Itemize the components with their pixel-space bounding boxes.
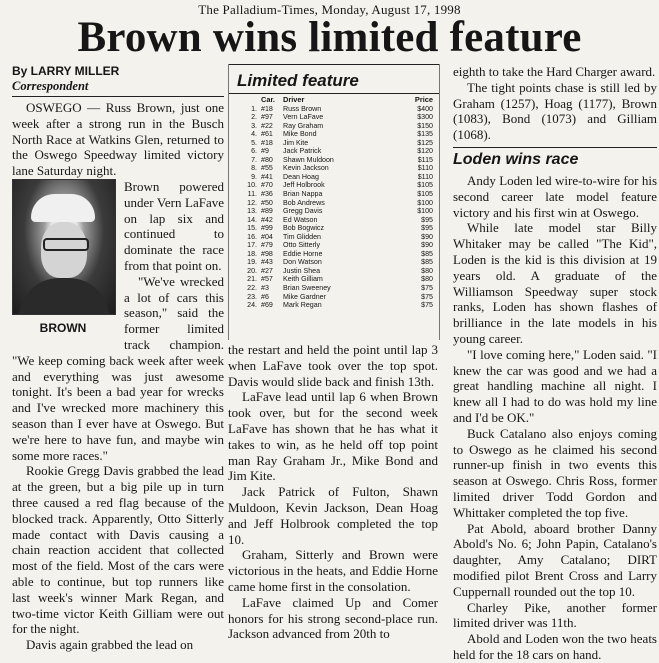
- paragraph: Jack Patrick of Fulton, Shawn Muldoon, Kevin Jackson, Dean Hoag and Jeff Holbrook completed the top 10.: [228, 484, 438, 547]
- result-pos: 13.: [247, 207, 257, 216]
- byline: By LARRY MILLER: [12, 64, 120, 78]
- result-row: [237, 293, 433, 302]
- result-row: [237, 164, 433, 173]
- result-driver: Don Watson: [283, 258, 322, 267]
- article-column-2: [228, 342, 438, 642]
- photo-block: [12, 179, 118, 339]
- paragraph: Davis again grabbed the lead on: [26, 637, 194, 653]
- result-price: $110: [417, 164, 433, 173]
- result-driver: Ed Watson: [283, 215, 318, 224]
- result-pos: 5.: [251, 138, 257, 147]
- result-pos: 1.: [251, 104, 257, 113]
- result-car: #50: [261, 198, 273, 207]
- result-driver: Otto Sitterly: [283, 241, 321, 250]
- result-row: [237, 147, 433, 156]
- paragraph: "I love coming here," Loden said. "I knew the car was good and we had a great handling machine all night. I knew all I had to do was hold my line and I'd be OK.": [453, 346, 657, 425]
- result-pos: 18.: [247, 249, 257, 258]
- result-pos: 4.: [251, 130, 257, 139]
- header-driver: Driver: [283, 95, 305, 104]
- result-row: [237, 173, 433, 182]
- result-pos: 7.: [251, 155, 257, 164]
- result-price: $110: [417, 172, 433, 181]
- result-pos: 15.: [247, 224, 257, 233]
- result-pos: 22.: [247, 284, 257, 293]
- result-driver: Vern LaFave: [283, 113, 324, 122]
- paragraph: the restart and held the point until lap 3 when LaFave took over the top spot. Davis would slide back and finish 13th.: [228, 342, 438, 389]
- result-car: #6: [261, 292, 269, 301]
- result-pos: 9.: [251, 172, 257, 181]
- result-price: $95: [421, 224, 433, 233]
- result-row: [237, 216, 433, 225]
- result-driver: Jeff Holbrook: [283, 181, 325, 190]
- result-price: $125: [417, 138, 433, 147]
- result-driver: Brian Sweeney: [283, 284, 331, 293]
- result-car: #3: [261, 284, 269, 293]
- result-pos: 11.: [247, 190, 257, 199]
- result-car: #99: [261, 224, 273, 233]
- result-row: [237, 258, 433, 267]
- article-column-1: [12, 64, 224, 653]
- result-car: #70: [261, 181, 273, 190]
- paragraph: Charley Pike, another former limited driver was 11th.: [453, 599, 657, 631]
- result-price: $100: [417, 198, 433, 207]
- result-driver: Justin Shea: [283, 266, 321, 275]
- paragraph: "We've wrecked a lot of cars this season," said the former limited track champion. "We keep coming back week after week and everything was just awesome tonight. It's been a bad year for wrecks and I've wrecked more machinery this season than I ever have at Oswego. But we're here to have fun, and maybe win some more races.": [12, 273, 224, 463]
- result-price: $90: [421, 241, 433, 250]
- result-pos: 16.: [247, 232, 257, 241]
- result-car: #43: [261, 258, 273, 267]
- result-price: $80: [421, 266, 433, 275]
- result-row: [237, 207, 433, 216]
- result-driver: Keith Gilliam: [283, 275, 323, 284]
- result-car: #97: [261, 113, 273, 122]
- masthead: The Palladium-Times, Monday, August 17, 1998: [198, 2, 461, 17]
- result-row: [237, 130, 433, 139]
- result-row: [237, 301, 433, 310]
- subheading: Loden wins race: [453, 147, 657, 170]
- result-price: $85: [421, 249, 433, 258]
- result-driver: Kevin Jackson: [283, 164, 329, 173]
- result-driver: Mike Gardner: [283, 292, 326, 301]
- paragraph: Brown powered under Vern LaFave on lap six and continued to dominate the race from that point on.: [124, 178, 224, 273]
- result-car: #36: [261, 190, 273, 199]
- result-row: [237, 241, 433, 250]
- result-row: [237, 199, 433, 208]
- result-row: [237, 122, 433, 131]
- result-driver: Shawn Muldoon: [283, 155, 334, 164]
- result-driver: Gregg Davis: [283, 207, 323, 216]
- sidebar-title: Limited feature: [229, 64, 439, 94]
- result-car: #80: [261, 155, 273, 164]
- result-price: $135: [417, 130, 433, 139]
- result-driver: Mike Bond: [283, 130, 317, 139]
- result-price: $85: [421, 258, 433, 267]
- result-pos: 24.: [247, 301, 257, 310]
- result-pos: 6.: [251, 147, 257, 156]
- result-car: #18: [261, 104, 273, 113]
- result-pos: 19.: [247, 258, 257, 267]
- result-driver: Ray Graham: [283, 121, 324, 130]
- result-row: [237, 284, 433, 293]
- result-driver: Russ Brown: [283, 104, 322, 113]
- result-driver: Bob Andrews: [283, 198, 325, 207]
- result-price: $115: [417, 155, 433, 164]
- result-price: $75: [421, 301, 433, 310]
- result-driver: Eddie Horne: [283, 249, 323, 258]
- result-price: $105: [417, 190, 433, 199]
- result-pos: 2.: [251, 113, 257, 122]
- result-row: [237, 156, 433, 165]
- paragraph: Andy Loden led wire-to-wire for his second career late model feature victory and his first win at Oswego.: [453, 172, 657, 220]
- result-car: #55: [261, 164, 273, 173]
- result-row: [237, 190, 433, 199]
- result-row: [237, 250, 433, 259]
- result-price: $400: [417, 104, 433, 113]
- result-price: $120: [417, 147, 433, 156]
- photo-caption: BROWN: [39, 320, 87, 335]
- result-car: #22: [261, 121, 273, 130]
- result-pos: 20.: [247, 266, 257, 275]
- result-row: [237, 113, 433, 122]
- byline-title: Correspondent: [12, 79, 224, 97]
- result-row: [237, 181, 433, 190]
- result-pos: 8.: [251, 164, 257, 173]
- result-pos: 21.: [247, 275, 257, 284]
- result-price: $300: [417, 113, 433, 122]
- result-price: $90: [421, 232, 433, 241]
- result-car: #41: [261, 172, 273, 181]
- result-price: $150: [417, 121, 433, 130]
- headline: Brown wins limited feature: [77, 14, 582, 61]
- paragraph: Buck Catalano also enjoys coming to Oswego as he claimed his second runner-up finish in two events this season at Oswego. Chris Ross, former limited driver Todd Gordon and Whittaker completed the top five.: [453, 425, 657, 520]
- result-pos: 14.: [247, 215, 257, 224]
- driver-photo: [12, 179, 116, 315]
- result-row: [237, 275, 433, 284]
- result-driver: Tim Glidden: [283, 232, 321, 241]
- result-price: $95: [421, 215, 433, 224]
- result-driver: Dean Hoag: [283, 172, 319, 181]
- paragraph: eighth to take the Hard Charger award.: [453, 64, 656, 79]
- result-price: $100: [417, 207, 433, 216]
- result-car: #79: [261, 241, 273, 250]
- paragraph: LaFave claimed Up and Comer honors for his strong second-place run. Jackson advanced from 20th to: [228, 594, 438, 642]
- result-price: $75: [421, 292, 433, 301]
- header-car: Car.: [261, 95, 275, 104]
- paragraph: Rookie Gregg Davis grabbed the lead at the green, but a big pile up in turn three caused a red flag because of the blocked track. Apparently, Otto Sitterly made contact with Davis causing a chain reaction accident that collected most of the field. Most of the cars were able to continue, but top runners like last week's winner Mark Regan, and two-time victor Keith Gilliam were out for the night.: [12, 463, 224, 637]
- result-driver: Jack Patrick: [283, 147, 322, 156]
- result-row: [237, 105, 433, 114]
- result-car: #98: [261, 249, 273, 258]
- result-car: #69: [261, 301, 273, 310]
- result-driver: Bob Bogwicz: [283, 224, 325, 233]
- result-car: #27: [261, 266, 273, 275]
- result-car: #57: [261, 275, 273, 284]
- result-car: #89: [261, 207, 273, 216]
- result-price: $75: [421, 284, 433, 293]
- results-sidebar: [228, 64, 440, 340]
- result-price: $105: [417, 181, 433, 190]
- result-pos: 3.: [251, 121, 257, 130]
- result-driver: Mark Regan: [283, 301, 322, 310]
- results-table: [237, 96, 433, 310]
- result-row: [237, 233, 433, 242]
- result-car: #18: [261, 138, 273, 147]
- paragraph: Graham, Sitterly and Brown were victorious in the heats, and Eddie Horne came home first in the consolation.: [228, 547, 438, 594]
- header-price: Price: [414, 95, 433, 104]
- paragraph: OSWEGO — Russ Brown, just one week after a strong run in the Busch North Race at Watkins Glen, returned to the Oswego Speedway limited victory lane Saturday night.: [12, 100, 224, 179]
- result-price: $80: [421, 275, 433, 284]
- result-car: #61: [261, 130, 273, 139]
- result-pos: 23.: [247, 292, 257, 301]
- results-header: [237, 96, 433, 105]
- result-car: #42: [261, 215, 273, 224]
- result-driver: Jim Kite: [283, 138, 309, 147]
- result-driver: Brian Nappa: [283, 190, 323, 199]
- paragraph: While late model star Billy Whitaker may be called "The Kid", Loden is the kid is this division at 19 years old. A graduate of the Williamson Speedway super stock ranks, Loden has shown flashes of brilliance in the late models in his young career.: [453, 220, 657, 346]
- result-pos: 10.: [247, 181, 257, 190]
- paragraph: Abold and Loden won the two heats held for the 18 cars on hand.: [453, 631, 657, 662]
- result-row: [237, 267, 433, 276]
- paragraph: LaFave lead until lap 6 when Brown took over, but for the second week LaFave has shown that he has what it takes to win, as he held off top point man Ray Graham Jr., Mike Bond and Jim Kite.: [228, 389, 438, 484]
- paragraph: Pat Abold, aboard brother Danny Abold's No. 6; John Papin, Catalano's daughter, Amy Catalano; DIRT modified pilot Brent Cross and Larry Cuppernall rounded out the top 10.: [453, 520, 657, 599]
- result-pos: 12.: [247, 198, 257, 207]
- article-column-3: [453, 64, 657, 663]
- paragraph: The tight points chase is still led by Graham (1257), Hoag (1177), Brown (1083), Bond (1073) and Gilliam (1068).: [453, 79, 657, 143]
- result-car: #9: [261, 147, 269, 156]
- result-row: [237, 224, 433, 233]
- result-pos: 17.: [247, 241, 257, 250]
- result-car: #04: [261, 232, 273, 241]
- result-row: [237, 139, 433, 148]
